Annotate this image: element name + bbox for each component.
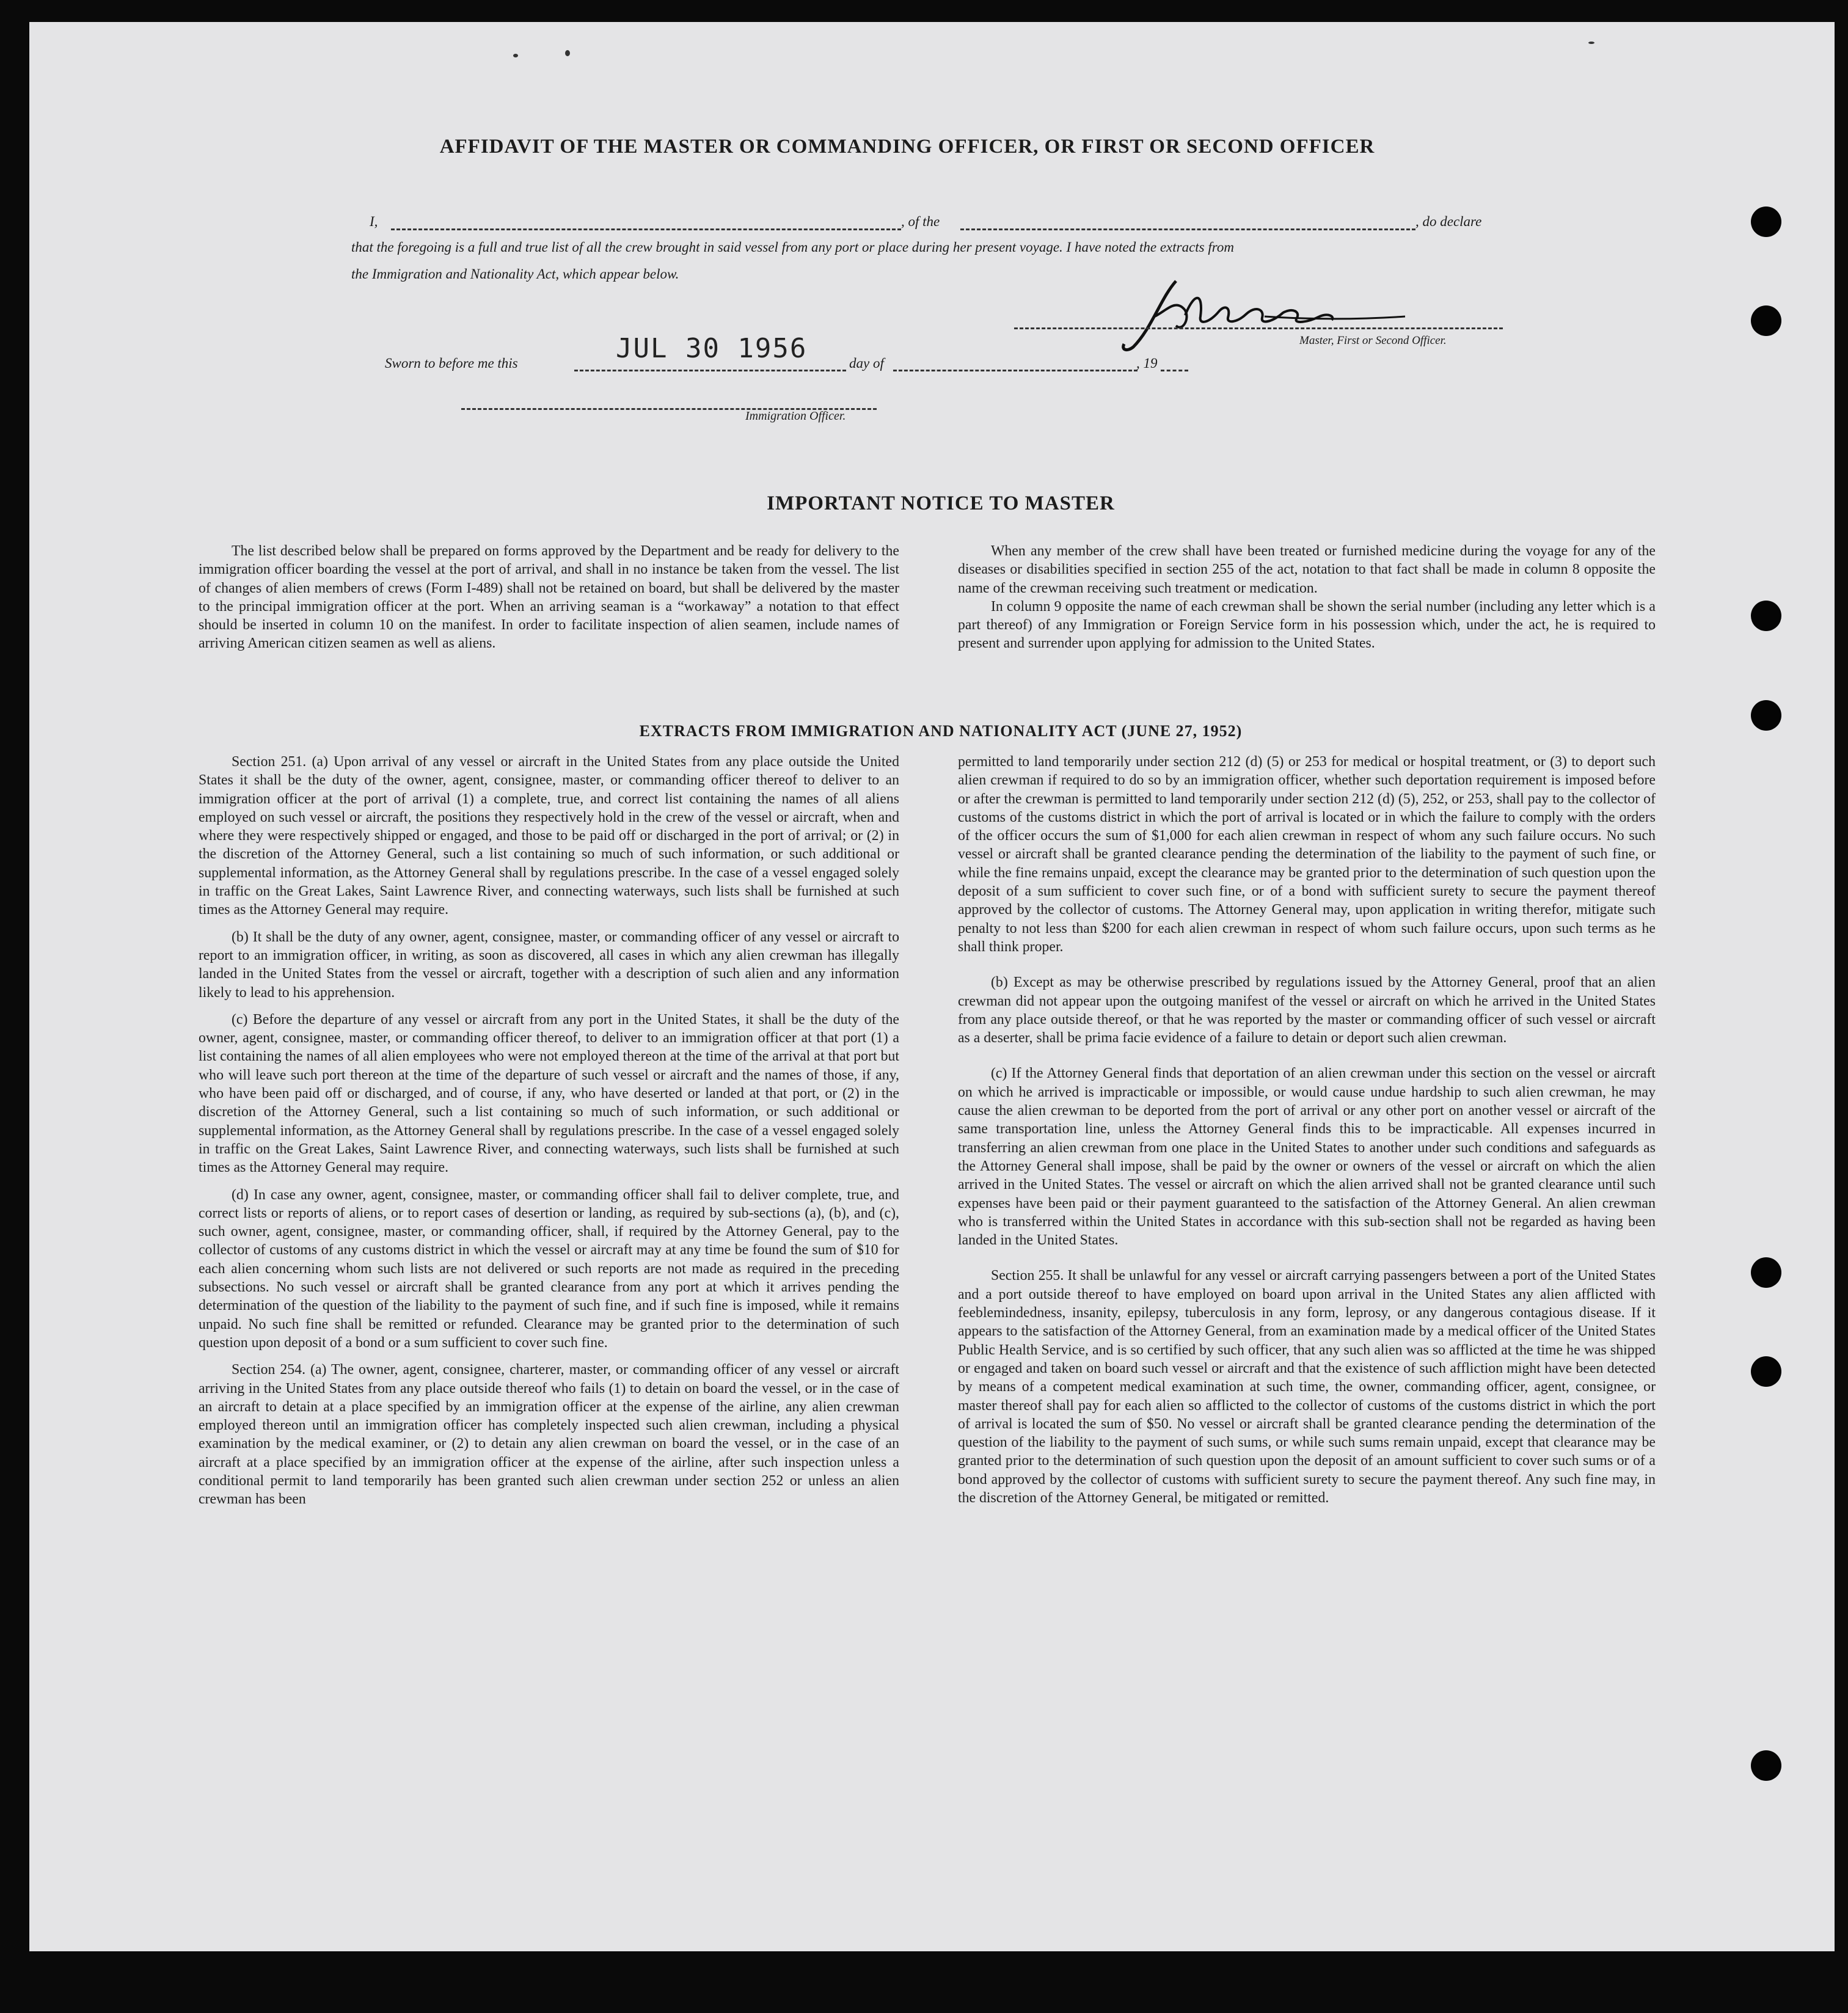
section-254-a: Section 254. (a) The owner, agent, consignee, charterer, master, or commanding officer of any vessel or aircraft arriving in the United States from any place outside thereof who fails (1) to detain on board the vessel, or in the case of an aircraft to detain at a place specified by an immigration officer at the expense of the airline, any alien crewman employed thereon until an immigration officer has completely inspected such alien crewman, including a physical examination by the medical examiner, or (2) to detain any alien crewman on board the vessel, or in the case of an aircraft at a place specified by an immigration officer at the expense of the airline, after such inspection unless a conditional permit to land temporarily has been granted such alien crewman under section 252 or unless an alien crewman has been — [199, 1362, 899, 1508]
year-label: , 19 — [1136, 356, 1158, 371]
section-251-c: (c) Before the departure of any vessel or aircraft from any port in the United States, it shall be the duty of the owner, agent, consignee, master, or commanding officer thereof, to deliver to an immigration officer at that port (1) a list containing the names of all alien employees who were not employed thereon at the time of the arrival at that port but who will leave such port thereon at the time of the departure of such vessel or aircraft and the names of those, if any, who have been paid off or discharged, and of course, if any, who have deserted or landed at that port, or (2) in the discretion of the Attorney General, such a list containing so much of such information, or such additional or supplemental information, as the Attorney General shall by regulations prescribe. In the case of a vessel engaged solely in traffic on the Great Lakes, Saint Lawrence River, and connecting waterways, such lists shall be furnished at such times as the Attorney General may require. — [199, 1011, 899, 1176]
declaration-line-2: the Immigration and Nationality Act, which appear below. — [351, 266, 679, 282]
punch-hole-2 — [1751, 305, 1781, 336]
section-251-d: (d) In case any owner, agent, consignee, master, or commanding officer shall fail to deliver complete, true, and correct lists or reports of aliens, or to report cases of desertion or landing, as required by sub-sections (a), (b), and (c), such owner, agent, consignee, master, or commanding officer, shall, if required by the Attorney General, pay to the collector of customs of any customs district in which the vessel or aircraft may at any time be found the sum of $10 for each alien concerning whom such lists are not delivered or such reports are not made as required in the preceding subsections. No such vessel or aircraft shall be granted clearance from any port at which it arrives pending the determination of the question of the liability to the payment of such fine, and if such fine is imposed, while it remains unpaid. No such fine shall be remitted or refunded. Clearance may be granted prior to the determination of such question upon deposit of a bond or a sum sufficient to cover such fine. — [199, 1186, 899, 1351]
extracts-left-column — [199, 753, 899, 1509]
do-declare-label: , do declare — [1415, 214, 1482, 229]
extracts-right-column — [958, 753, 1656, 1507]
punch-hole-6 — [1751, 1356, 1781, 1387]
sworn-day-line — [574, 370, 846, 371]
of-the-label: , of the — [901, 214, 940, 229]
section-254-c: (c) If the Attorney General finds that deportation of an alien crewman under this section on the vessel or aircraft on which he arrived is impracticable or impossible, or would cause undue hardship to such alien crewman, he may cause the alien crewman to be deported from the port of arrival or any other port on another vessel or aircraft of the same transportation line, unless the Attorney General finds this to be impracticable. All expenses incurred in transferring an alien crewman from one place in the United States to another under such conditions and safeguards as the Attorney General shall impose, shall be paid by the owner or owners of the vessel or aircraft on which the alien arrived in the United States. The vessel or aircraft on which the alien arrived shall not be granted clearance until such expenses have been paid or their payment guaranteed to the satisfaction of the Attorney General. An alien crewman who is transferred within the United States in accordance with this sub-section shall not be regarded as having been landed in the United States. — [958, 1065, 1656, 1249]
affidavit-title: AFFIDAVIT OF THE MASTER OR COMMANDING OFFICER, OR FIRST OR SECOND OFFICER — [439, 136, 1375, 158]
section-251-b: (b) It shall be the duty of any owner, agent, consignee, master, or commanding officer of any vessel or aircraft to report to an immigration officer, in writing, as soon as discovered, all cases in which any alien crewman has illegally landed in the United States from the vessel or aircraft, together with a description of such alien and any information likely to lead to his apprehension. — [199, 929, 899, 1001]
notice-right-column — [958, 542, 1656, 653]
scan-speck — [565, 50, 570, 56]
notice-right-text-2: In column 9 opposite the name of each crewman shall be shown the serial number (including any letter which is a part thereof) of any Immigration or Foreign Service form in his possession which, under the act, he is required to present and surrender upon applying for admission to the United States. — [958, 598, 1656, 652]
scan-speck — [1588, 42, 1594, 44]
notice-title: IMPORTANT NOTICE TO MASTER — [767, 492, 1115, 514]
declaration-line-1: that the foregoing is a full and true list of all the crew brought in said vessel from any port or place during her present voyage. I have noted the extracts from — [351, 239, 1234, 255]
signature-caption: Master, First or Second Officer. — [1299, 334, 1447, 347]
notice-left-text: The list described below shall be prepared on forms approved by the Department and be ready for delivery to the immigration officer boarding the vessel at the port of arrival, and shall in no instance be taken from the vessel. The list of changes of alien members of crews (Form I-489) shall not be retained on board, but shall be delivered by the master to the principal immigration officer at the port. When an arriving seaman is a “workaway” a notation to that effect should be inserted in column 10 on the manifest. In order to facilitate inspection of alien seamen, include names of arriving American citizen seamen as well as aliens. — [199, 543, 899, 652]
punch-hole-1 — [1751, 206, 1781, 237]
extracts-title: EXTRACTS FROM IMMIGRATION AND NATIONALITY ACT (JUNE 27, 1952) — [639, 722, 1243, 740]
section-255: Section 255. It shall be unlawful for any vessel or aircraft carrying passengers between a port of the United States and a port outside thereof to have employed on board upon arrival in the United States any alien afflicted with feeblemindedness, insanity, epilepsy, tuberculosis in any form, leprosy, or any dangerous contagious disease. If it appears to the satisfaction of the Attorney General, from an examination made by a medical officer of the United States Public Health Service, and is so certified by such officer, that any such alien was so afflicted at the time he was shipped or engaged and taken on board such vessel or aircraft and that the existence of such affliction might have been detected by means of a competent medical examination at such time, the owner, commanding officer, agent, consignee, or master thereof shall pay for each alien so afflicted to the collector of customs of the customs district in which the port of arrival is located the sum of $50. No vessel or aircraft shall be granted clearance pending the determination of the question of the liability to the payment of such sums, or while such sums remain unpaid, except that clearance may be granted prior to the determination of such question upon the deposit of an amount sufficient to cover such sums or of a bond approved by the collector of customs with sufficient surety to secure the payment thereof. Any such fine may, in the discretion of the Attorney General, be mitigated or remitted. — [958, 1268, 1656, 1506]
vessel-name-line — [960, 228, 1415, 230]
punch-hole-5 — [1751, 1257, 1781, 1288]
section-251-a: Section 251. (a) Upon arrival of any vessel or aircraft in the United States from any place outside the United States it shall be the duty of the owner, agent, consignee, master, or commanding officer thereof to deliver to an immigration officer at the port of arrival (1) a complete, true, and correct list containing the names of all aliens employed on such vessel or aircraft, the positions they respectively hold in the crew of the vessel or aircraft, when and where they were respectively shipped or engaged, and those to be paid off or discharged in the port of arrival; or (2) in the discretion of the Attorney General, such a list containing so much of such information, or such additional or supplemental information, as the Attorney General shall by regulations prescribe. In the case of a vessel engaged solely in traffic on the Great Lakes, Saint Lawrence River, and connecting waterways, such lists shall be furnished at such times as the Attorney General may require. — [199, 754, 899, 918]
notice-left-column — [199, 542, 899, 653]
immigration-officer-caption: Immigration Officer. — [745, 409, 846, 423]
sworn-label: Sworn to before me this — [385, 356, 518, 371]
punch-hole-3 — [1751, 601, 1781, 631]
section-254-a-continued: permitted to land temporarily under section 212 (d) (5) or 253 for medical or hospital treatment, or (3) to deport such alien crewman if required to do so by an immigration officer, whether such deportation requirement is imposed before or after the crewman is permitted to land temporarily under section 212 (d) (5), 252, or 253, shall pay to the collector of customs of the customs district in which the port of arrival is located or in which the failure to comply with the orders of the officer occurs the sum of $1,000 for each alien crewman in respect of whom any such failure occurs. No such vessel or aircraft shall be granted clearance pending the determination of the liability to the payment of such fine, or while the fine remains unpaid, except the clearance may be granted prior to the determination of such question upon the deposit of a sum sufficient to cover such fine, or of a bond with sufficient surety to secure the payment thereof approved by the collector of customs. The Attorney General may, upon application in writing therefor, mitigate such penalty to not less than $200 for each alien crewman in respect of whom such failure occurs, upon such terms as he shall think proper. — [958, 754, 1656, 955]
year-line — [1161, 370, 1188, 371]
punch-hole-7 — [1751, 1750, 1781, 1781]
scan-speck — [513, 54, 518, 57]
section-254-b: (b) Except as may be otherwise prescribed by regulations issued by the Attorney General, proof that an alien crewman did not appear upon the outgoing manifest of the vessel or aircraft on which he arrived in the United States from any place outside thereof, or that he was reported by the master or commanding officer of such vessel or aircraft as a deserter, shall be prima facie evidence of a failure to detain or deport such alien crewman. — [958, 974, 1656, 1047]
sworn-date-stamp: JUL 30 1956 — [616, 333, 808, 364]
month-line — [893, 370, 1138, 371]
affiant-name-line — [391, 228, 901, 230]
signature-line — [1014, 327, 1503, 329]
notice-right-text-1: When any member of the crew shall have been treated or furnished medicine during the voyage for any of the diseases or disabilities specified in section 255 of the act, notation to that fact shall be made in column 8 opposite the name of the crewman receiving such treatment or medication. — [958, 543, 1656, 596]
day-of-label: day of — [849, 356, 884, 371]
punch-hole-4 — [1751, 700, 1781, 731]
affiant-label: I, — [370, 214, 378, 229]
